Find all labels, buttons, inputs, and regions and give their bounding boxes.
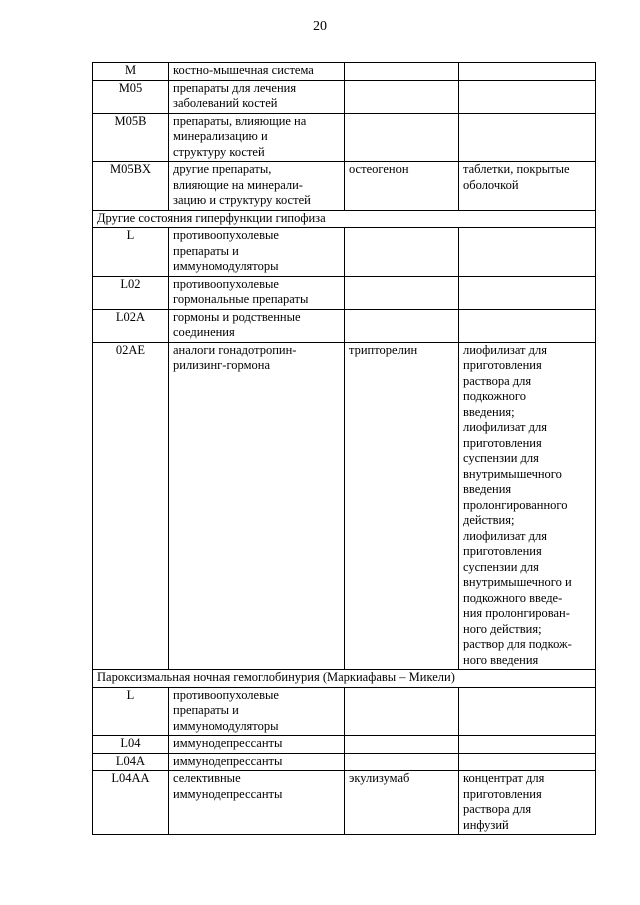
table-row [93, 736, 596, 754]
section-title: Пароксизмальная ночная гемоглобинурия (Маркиафавы – Микели) [93, 670, 596, 688]
table-row [93, 228, 596, 277]
atc-code-cell: L04 [93, 736, 169, 754]
cell-line: суспензии для [463, 559, 539, 574]
cell-line: оболочкой [463, 177, 519, 192]
cell-line: препараты для лечения [173, 80, 297, 95]
atc-code-cell: L02A [93, 309, 169, 342]
cell-line: иммунодепрессанты [173, 786, 283, 801]
cell-line: введения; [463, 404, 515, 419]
atc-code-cell: L02 [93, 276, 169, 309]
group-name-cell [169, 771, 345, 835]
dosage-form-cell [459, 113, 596, 162]
table-row [93, 80, 596, 113]
cell-line: противоопухолевые [173, 276, 279, 291]
drug-name-cell [345, 309, 459, 342]
cell-line: подкожного введе- [463, 590, 563, 605]
group-name-cell [169, 309, 345, 342]
cell-line: иммунодепрессанты [173, 736, 283, 750]
cell-line: суспензии для [463, 451, 539, 465]
cell-line: пролонгированного [463, 497, 568, 512]
cell-line: гормональные препараты [173, 292, 309, 306]
atc-code-cell: M05B [93, 113, 169, 162]
group-name-cell [169, 228, 345, 277]
cell-line: концентрат для [463, 771, 545, 785]
dosage-form-cell [459, 342, 596, 670]
cell-line: раствора для [463, 802, 532, 816]
table-row [93, 687, 596, 736]
cell-line: другие препараты, [173, 162, 272, 176]
drug-name-cell [345, 162, 459, 211]
group-name-cell [169, 113, 345, 162]
atc-code-cell: L04A [93, 753, 169, 771]
dosage-form-cell [459, 309, 596, 342]
cell-line: внутримышечного и [463, 575, 572, 589]
dosage-form-cell [459, 771, 596, 835]
page-number: 20 [313, 19, 327, 34]
section-row [93, 670, 596, 688]
dosage-form-cell [459, 276, 596, 309]
table-body [93, 63, 596, 835]
drug-name-cell [345, 736, 459, 754]
cell-line: противоопухолевые [173, 687, 279, 702]
cell-line: ния пролонгирован- [463, 606, 570, 620]
cell-line: лиофилизат для [463, 420, 547, 434]
cell-line: ного действия; [463, 621, 542, 636]
cell-line: лиофилизат для [463, 528, 547, 543]
cell-line: экулизумаб [349, 771, 410, 785]
drug-name-cell [345, 63, 459, 81]
dosage-form-cell [459, 162, 596, 211]
cell-line: рилизинг-гормона [173, 358, 270, 372]
table-row [93, 113, 596, 162]
cell-line: таблетки, покрытые [463, 162, 570, 176]
atc-code-cell: M [93, 63, 169, 81]
atc-code-cell: M05 [93, 80, 169, 113]
dosage-form-cell [459, 753, 596, 771]
atc-code-cell: L [93, 228, 169, 277]
cell-line: влияющие на минерали- [173, 177, 303, 192]
cell-line: инфузий [463, 817, 509, 832]
cell-line: препараты, влияющие на [173, 113, 307, 128]
cell-line: раствор для подкож- [463, 637, 572, 651]
cell-line: иммуномодуляторы [173, 259, 279, 273]
cell-line: костно-мышечная система [173, 63, 314, 77]
dosage-form-cell [459, 736, 596, 754]
drug-name-cell [345, 276, 459, 309]
drug-name-cell [345, 342, 459, 670]
table-row [93, 753, 596, 771]
cell-line: подкожного [463, 389, 526, 403]
drug-name-cell [345, 80, 459, 113]
drug-name-cell [345, 687, 459, 736]
table-row [93, 342, 596, 670]
dosage-form-cell [459, 63, 596, 81]
table-row [93, 162, 596, 211]
cell-line: противоопухолевые [173, 228, 279, 242]
cell-line: иммунодепрессанты [173, 753, 283, 768]
dosage-form-cell [459, 80, 596, 113]
cell-line: внутримышечного [463, 466, 562, 481]
table-row [93, 63, 596, 81]
group-name-cell [169, 342, 345, 670]
cell-line: препараты и [173, 243, 239, 258]
cell-line: аналоги гонадотропин- [173, 342, 297, 357]
drug-name-cell [345, 113, 459, 162]
cell-line: гормоны и родственные [173, 309, 301, 324]
atc-code-cell: L [93, 687, 169, 736]
cell-line: селективные [173, 771, 241, 785]
table-row [93, 276, 596, 309]
dosage-form-cell [459, 687, 596, 736]
group-name-cell [169, 736, 345, 754]
cell-line: структуру костей [173, 144, 265, 159]
cell-line: препараты и [173, 703, 239, 717]
cell-line: соединения [173, 325, 235, 339]
section-title: Другие состояния гиперфункции гипофиза [93, 210, 596, 228]
cell-line: остеогенон [349, 162, 409, 176]
table-row [93, 309, 596, 342]
cell-line: приготовления [463, 358, 542, 372]
cell-line: ного введения [463, 652, 539, 667]
cell-line: зацию и структуру костей [173, 193, 311, 207]
group-name-cell [169, 753, 345, 771]
dosage-form-cell [459, 228, 596, 277]
drug-name-cell [345, 753, 459, 771]
cell-line: заболеваний костей [173, 96, 278, 110]
atc-code-cell: M05BX [93, 162, 169, 211]
cell-line: приготовления [463, 544, 542, 558]
drug-name-cell [345, 771, 459, 835]
cell-line: введения [463, 482, 512, 496]
group-name-cell [169, 63, 345, 81]
cell-line: приготовления [463, 786, 542, 801]
cell-line: раствора для [463, 373, 532, 388]
section-row [93, 210, 596, 228]
drug-name-cell [345, 228, 459, 277]
group-name-cell [169, 276, 345, 309]
cell-line: иммуномодуляторы [173, 718, 279, 733]
cell-line: лиофилизат для [463, 342, 547, 357]
cell-line: приготовления [463, 435, 542, 450]
cell-line: действия; [463, 513, 515, 527]
group-name-cell [169, 162, 345, 211]
group-name-cell [169, 80, 345, 113]
atc-code-cell: 02AE [93, 342, 169, 670]
cell-line: минерализацию и [173, 129, 268, 143]
atc-code-cell: L04AA [93, 771, 169, 835]
table-row [93, 771, 596, 835]
cell-line: трипторелин [349, 342, 418, 357]
group-name-cell [169, 687, 345, 736]
drug-table [92, 62, 596, 835]
